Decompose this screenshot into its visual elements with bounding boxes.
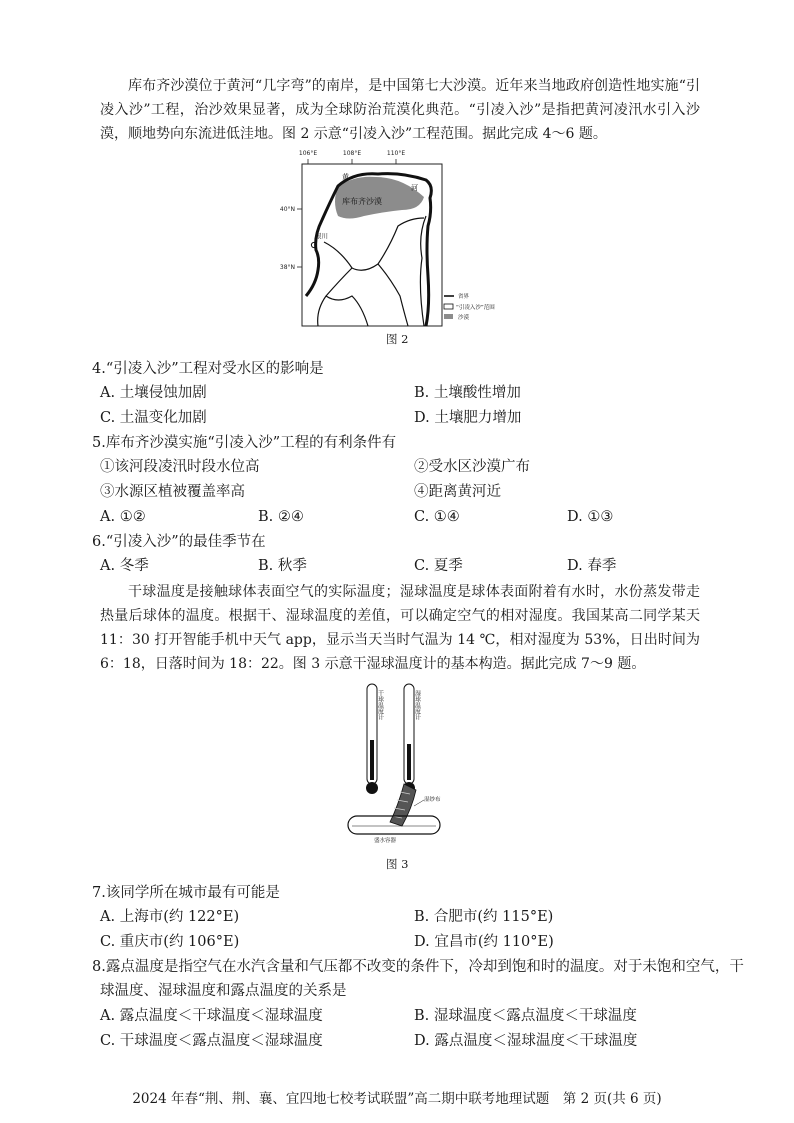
figure-3-thermometer [342,680,452,848]
q8-option-b: B. 湿球温度＜露点温度＜干球温度 [414,1008,637,1024]
desert-label: 库布齐沙漠 [342,197,382,206]
wick [390,784,416,826]
page-footer: 2024 年春“荆、荆、襄、宜四地七校考试联盟”高二期中联考地理试题 第 2 页(共 6 页) [132,1091,662,1107]
q4-option-c: C. 土温变化加剧 [100,410,207,426]
lon-label-108: 108°E [342,150,362,157]
q8-option-c: C. 干球温度＜露点温度＜湿球温度 [100,1033,323,1049]
river-char-huang: 黄 [342,173,349,181]
province-boundary [318,218,424,326]
q6-option-d: D. 春季 [567,558,617,574]
question-6-stem: 6.“引凌入沙”的最佳季节在 [92,534,266,550]
question-5-stem: 5.库布齐沙漠实施“引凌入沙”工程的有利条件有 [92,435,397,451]
figure-2-map [278,146,498,340]
passage-kubuqi: 库布齐沙漠位于黄河“几字弯”的南岸，是中国第七大沙漠。近年来当地政府创造性地实施“引凌入沙”工程，治沙效果显著，成为全球防治荒漠化典范。“引凌入沙”是指把黄河凌汛水引入沙漠，顺地势向东流进低洼地。图 2 示意“引凌入沙”工程范围。据此完成 4～6 题。 [100,78,700,142]
q6-option-a: A. 冬季 [100,558,149,574]
province-boundary-east [420,216,426,326]
q5-option-b: B. ②④ [258,509,304,525]
river-char-he: 河 [411,184,418,192]
q8-option-d: D. 露点温度＜湿球温度＜干球温度 [414,1033,638,1049]
figure-2-caption: 图 2 [386,332,409,346]
q4-option-a: A. 土壤侵蚀加剧 [100,385,207,401]
q5-option-c: C. ①④ [414,509,460,525]
dry-bulb-label: 干球温度计 [376,690,384,720]
q5-condition-2: ②受水区沙漠广布 [414,459,530,475]
q5-option-a: A. ①② [100,509,146,525]
lat-label-40: 40°N [279,206,295,213]
legend-scope: “引凌入沙”范围 [456,305,495,311]
lat-label-38: 38°N [279,264,295,271]
q4-option-b: B. 土壤酸性增加 [414,385,521,401]
city-label: 银川 [315,232,328,240]
container-label: 盛水容器 [374,838,397,844]
figure-3-caption: 图 3 [386,857,409,871]
gauze-label: 湿纱布 [424,797,441,803]
q4-option-d: D. 土壤肥力增加 [414,410,522,426]
q6-option-b: B. 秋季 [258,558,307,574]
q5-condition-3: ③水源区植被覆盖率高 [100,484,245,500]
q7-option-a: A. 上海市(约 122°E) [100,909,240,925]
wet-bulb-label: 湿球温度计 [413,690,421,720]
legend-desert: 沙漠 [458,315,470,321]
q5-condition-1: ①该河段凌汛时段水位高 [100,459,260,475]
legend-boundary: 省界 [458,294,470,300]
question-8-stem-line2: 球温度、湿球温度和露点温度的关系是 [100,983,347,999]
passage-thermometer: 干球温度是接触球体表面空气的实际温度；湿球温度是球体表面附着有水时，水份蒸发带走热量后球体的温度。根据干、湿球温度的差值，可以确定空气的相对湿度。我国某高二同学某天 11：30 打开智能手机中天气 app，显示当天当时气温为 14 ℃，相对湿度为 53%，日出时间为 6：18，日落时间为 18：22。图 3 示意干湿球温度计的基本构造。据此完成 7～9 题。 [100,584,700,672]
lon-label-106: 106°E [298,150,318,157]
lon-label-110: 110°E [386,150,406,157]
question-8-stem-line1: 8.露点温度是指空气在水汽含量和气压都不改变的条件下，冷却到饱和时的温度。对于未饱和空气，干 [92,959,744,975]
q6-option-c: C. 夏季 [414,558,463,574]
q7-option-c: C. 重庆市(约 106°E) [100,934,240,950]
question-4-stem: 4.“引凌入沙”工程对受水区的影响是 [92,361,324,377]
q7-option-b: B. 合肥市(约 115°E) [414,909,554,925]
q7-option-d: D. 宜昌市(约 110°E) [414,934,554,950]
q8-option-a: A. 露点温度＜干球温度＜湿球温度 [100,1008,323,1024]
q5-condition-4: ④距离黄河近 [414,484,501,500]
q5-option-d: D. ①③ [567,509,614,525]
question-7-stem: 7.该同学所在城市最有可能是 [92,885,280,901]
